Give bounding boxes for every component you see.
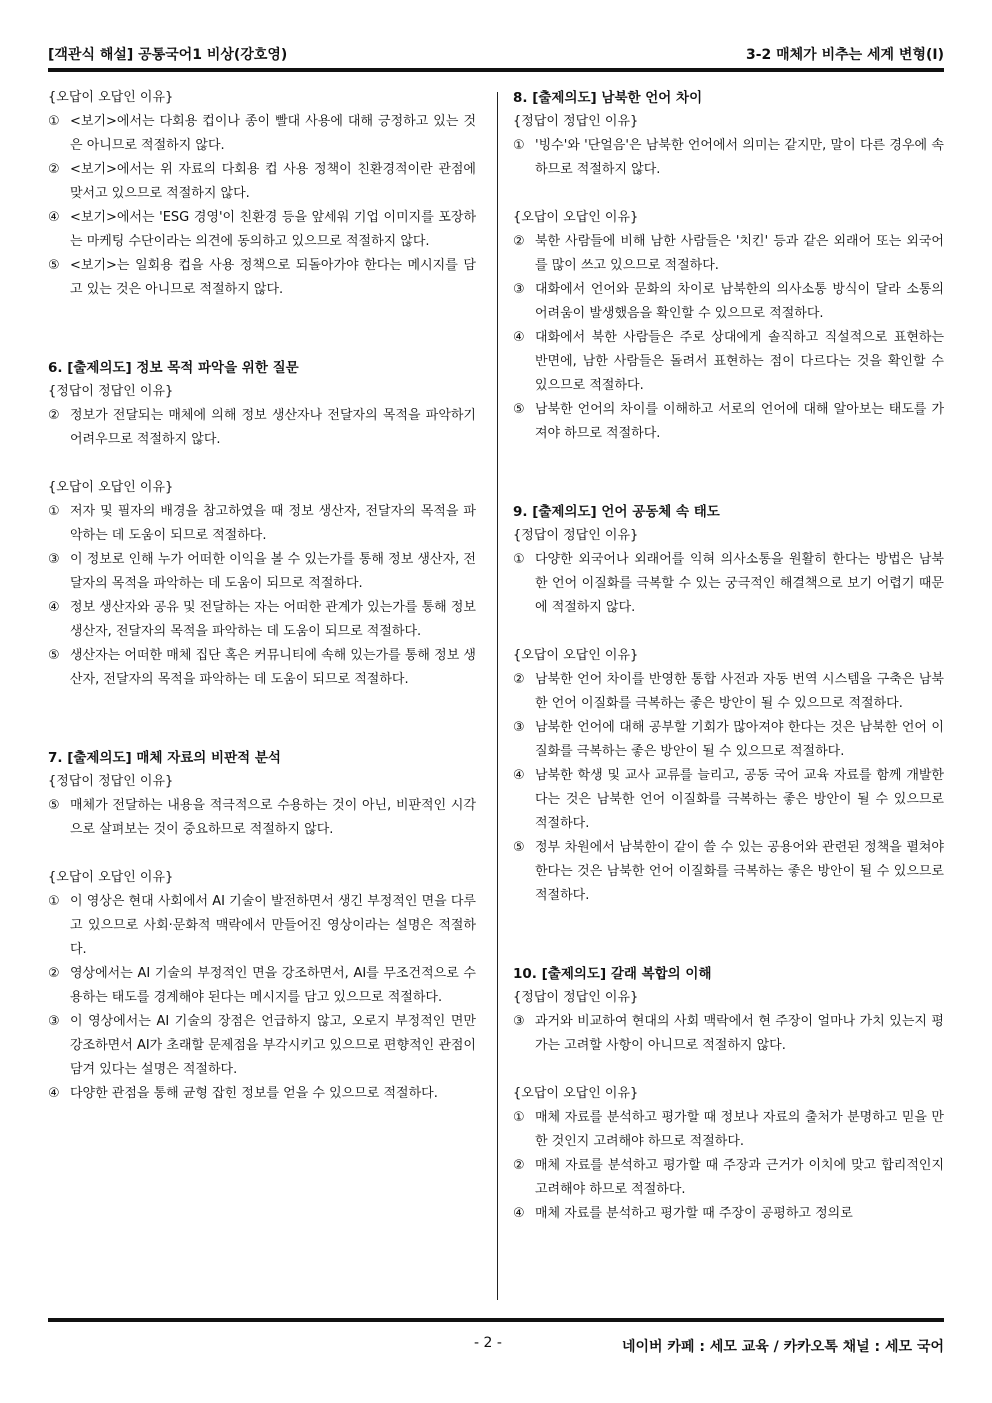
page-number: - 2 - [474,1335,502,1351]
section-9-title: 9. [출제의도] 언어 공동체 속 태도 [513,504,720,520]
item-text: 남북한 언어의 차이를 이해하고 서로의 언어에 대해 알아보는 태도를 가져야 하므로 적절하다. [535,402,944,441]
list-item [48,158,476,206]
item-text: '빙수'와 '단얼음'은 남북한 언어에서 의미는 같지만, 말이 다른 경우에 속하므로 적절하지 않다. [535,138,944,177]
s7-right-heading: {정답이 정답인 이유} [48,774,174,789]
list-item [513,1154,944,1202]
item-text: <보기>에서는 다회용 컵이나 종이 빨대 사용에 대해 긍정하고 있는 것은 아니므로 적절하지 않다. [70,114,476,153]
section-10-title: 10. [출제의도] 갈래 복합의 이해 [513,966,712,982]
item-text: 정보가 전달되는 매체에 의해 정보 생산자나 전달자의 목적을 파악하기 어려우므로 적절하지 않다. [70,408,476,447]
list-item [48,1010,476,1082]
list-item [48,1082,476,1106]
s6-wrong-list [48,500,476,692]
list-item [513,278,944,326]
list-item [513,134,944,182]
s7-right-list [48,794,476,842]
item-number: ⑤ [513,402,525,417]
header-unit: 3-2 매체가 비추는 세계 변형(I) [745,47,944,63]
item-text: 매체가 전달하는 내용을 적극적으로 수용하는 것이 아닌, 비판적인 시각으로 살펴보는 것이 중요하므로 적절하지 않다. [70,798,476,837]
list-item [48,110,476,158]
item-number: ① [513,552,525,567]
item-number: ② [513,234,525,249]
s9-wrong-list [513,668,944,908]
list-item [48,548,476,596]
list-item [48,890,476,962]
item-number: ④ [48,210,60,225]
item-number: ⑤ [48,648,60,663]
item-text: 남북한 언어에 대해 공부할 기회가 많아져야 한다는 것은 남북한 언어 이질화를 극복하는 좋은 방안이 될 수 있으므로 적절하다. [535,720,944,759]
list-item [513,716,944,764]
list-item [513,1202,944,1226]
item-number: ③ [513,282,525,297]
list-item [513,836,944,908]
s6-wrong-heading: {오답이 오답인 이유} [48,480,174,495]
s8-wrong-list [513,230,944,446]
item-text: <보기>에서는 위 자료의 다회용 컵 사용 정책이 친환경적이란 관점에 맞서고 있으므로 적절하지 않다. [70,162,476,201]
list-item [48,500,476,548]
list-item [513,398,944,446]
page-header [48,42,944,64]
list-item [48,254,476,302]
item-text: 생산자는 어떠한 매체 집단 혹은 커뮤니티에 속해 있는가를 통해 정보 생산자, 전달자의 목적을 파악하는 데 도움이 되므로 적절하다. [70,648,476,687]
item-number: ④ [513,768,525,783]
footer-channel-info: 네이버 카페 : 세모 교육 / 카카오톡 채널 : 세모 국어 [621,1339,944,1355]
s9-right-list [513,548,944,620]
item-text: 대화에서 북한 사람들은 주로 상대에게 솔직하고 직설적으로 표현하는 반면에, 남한 사람들은 돌려서 표현하는 점이 다르다는 것을 확인할 수 있으므로 적절하다. [535,330,944,393]
item-text: <보기>는 일회용 컵을 사용 정책으로 되돌아가야 한다는 메시지를 담고 있는 것은 아니므로 적절하지 않다. [70,258,476,297]
section-6-title: 6. [출제의도] 정보 목적 파악을 위한 질문 [48,360,299,376]
list-item [48,644,476,692]
item-text: 과거와 비교하여 현대의 사회 맥락에서 현 주장이 얼마나 가치 있는지 평가는 고려할 사항이 아니므로 적절하지 않다. [535,1014,944,1053]
s8-wrong-heading: {오답이 오답인 이유} [513,210,639,225]
header-rule [48,68,944,72]
item-number: ② [48,966,60,981]
s9-right-heading: {정답이 정답인 이유} [513,528,639,543]
s10-right-list [513,1010,944,1058]
item-text: 이 정보로 인해 누가 어떠한 이익을 볼 수 있는가를 통해 정보 생산자, 전달자의 목적을 파악하는 데 도움이 되므로 적절하다. [70,552,476,591]
item-text: 영상에서는 AI 기술의 부정적인 면을 강조하면서, AI를 무조건적으로 수용하는 태도를 경계해야 된다는 메시지를 담고 있으므로 적절하다. [70,966,476,1005]
s10-wrong-heading: {오답이 오답인 이유} [513,1086,639,1101]
header-title: [객관식 해설] 공통국어1 비상(강호영) [48,47,288,63]
item-number: ① [48,504,60,519]
item-number: ⑤ [48,798,60,813]
item-number: ① [513,1110,525,1125]
item-number: ④ [513,1206,525,1221]
footer-rule [48,1318,944,1322]
s8-right-heading: {정답이 정답인 이유} [513,114,639,129]
section-8-title: 8. [출제의도] 남북한 언어 차이 [513,90,703,106]
list-item [513,326,944,398]
s5-wrong-heading: {오답이 오답인 이유} [48,90,174,105]
item-text: 매체 자료를 분석하고 평가할 때 주장과 근거가 이치에 맞고 합리적인지 고려해야 하므로 적절하다. [535,1158,944,1197]
item-text: 정보 생산자와 공유 및 전달하는 자는 어떠한 관계가 있는가를 통해 정보 생산자, 전달자의 목적을 파악하는 데 도움이 되므로 적절하다. [70,600,476,639]
item-number: ③ [48,1014,60,1029]
list-item [48,794,476,842]
item-text: <보기>에서는 'ESG 경영'이 친환경 등을 앞세워 기업 이미지를 포장하는 마케팅 수단이라는 의견에 동의하고 있으므로 적절하지 않다. [70,210,476,249]
s6-right-list [48,404,476,452]
item-number: ② [513,672,525,687]
item-text: 남북한 학생 및 교사 교류를 늘리고, 공동 국어 교육 자료를 함께 개발한다는 것은 남북한 언어 이질화를 극복하는 좋은 방안이 될 수 있으므로 적절하다. [535,768,944,831]
s10-right-heading: {정답이 정답인 이유} [513,990,639,1005]
item-number: ④ [48,1086,60,1101]
item-text: 이 영상은 현대 사회에서 AI 기술이 발전하면서 생긴 부정적인 면을 다루고 있으므로 사회·문화적 맥락에서 만들어진 영상이라는 설명은 적절하다. [70,894,476,957]
item-number: ④ [48,600,60,615]
list-item [513,548,944,620]
column-divider [497,92,498,1300]
list-item [48,596,476,644]
list-item [513,1010,944,1058]
s10-wrong-list [513,1106,944,1226]
item-text: 저자 및 필자의 배경을 참고하였을 때 정보 생산자, 전달자의 목적을 파악하는 데 도움이 되므로 적절하다. [70,504,476,543]
list-item [513,1106,944,1154]
list-item [513,230,944,278]
item-text: 이 영상에서는 AI 기술의 장점은 언급하지 않고, 오로지 부정적인 면만 강조하면서 AI가 초래할 문제점을 부각시키고 있으므로 편향적인 관점이 담겨 있다는 설명은 적절하다. [70,1014,476,1077]
item-number: ② [48,162,60,177]
left-column [48,86,476,1106]
s8-right-list [513,134,944,182]
s6-right-heading: {정답이 정답인 이유} [48,384,174,399]
s9-wrong-heading: {오답이 오답인 이유} [513,648,639,663]
s7-wrong-heading: {오답이 오답인 이유} [48,870,174,885]
item-text: 대화에서 언어와 문화의 차이로 남북한의 의사소통 방식이 달라 소통의 어려움이 발생했음을 확인할 수 있으므로 적절하다. [535,282,944,321]
item-number: ① [48,894,60,909]
item-number: ③ [513,720,525,735]
item-number: ① [513,138,525,153]
s7-wrong-list [48,890,476,1106]
item-number: ② [513,1158,525,1173]
item-number: ③ [513,1014,525,1029]
item-number: ④ [513,330,525,345]
item-number: ⑤ [513,840,525,855]
item-text: 정부 차원에서 남북한이 같이 쓸 수 있는 공용어와 관련된 정책을 펼쳐야 한다는 것은 남북한 언어 이질화를 극복하는 좋은 방안이 될 수 있으므로 적절하다. [535,840,944,903]
item-text: 다양한 외국어나 외래어를 익혀 의사소통을 원활히 한다는 방법은 남북한 언어 이질화를 극복할 수 있는 궁극적인 해결책으로 보기 어렵기 때문에 적절하지 않다. [535,552,944,615]
right-column [513,86,944,1226]
list-item [513,764,944,836]
item-text: 남북한 언어 차이를 반영한 통합 사전과 자동 번역 시스템을 구축은 남북한 언어 이질화를 극복하는 좋은 방안이 될 수 있으므로 적절하다. [535,672,944,711]
list-item [48,404,476,452]
list-item [513,668,944,716]
item-text: 매체 자료를 분석하고 평가할 때 정보나 자료의 출처가 분명하고 믿을 만한 것인지 고려해야 하므로 적절하다. [535,1110,944,1149]
item-number: ⑤ [48,258,60,273]
section-7-title: 7. [출제의도] 매체 자료의 비판적 분석 [48,750,281,766]
item-number: ② [48,408,60,423]
item-text: 다양한 관점을 통해 균형 잡힌 정보를 얻을 수 있으므로 적절하다. [70,1086,438,1101]
list-item [48,962,476,1010]
item-number: ① [48,114,60,129]
item-text: 매체 자료를 분석하고 평가할 때 주장이 공평하고 정의로 [535,1206,853,1221]
item-number: ③ [48,552,60,567]
item-text: 북한 사람들에 비해 남한 사람들은 '치킨' 등과 같은 외래어 또는 외국어를 많이 쓰고 있으므로 적절하다. [535,234,944,273]
s5-wrong-list [48,110,476,302]
list-item [48,206,476,254]
